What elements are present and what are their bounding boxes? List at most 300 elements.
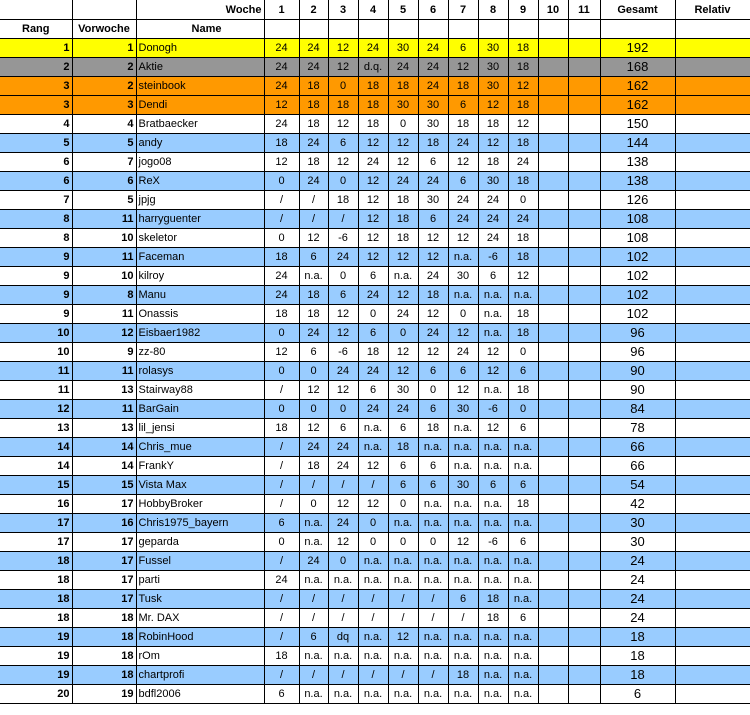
week-5-cell: 18 bbox=[388, 191, 418, 210]
week-3-cell: 12 bbox=[328, 381, 358, 400]
vorwoche-cell: 7 bbox=[72, 153, 136, 172]
week-4-cell: 24 bbox=[358, 286, 388, 305]
week-5-cell: 24 bbox=[388, 172, 418, 191]
relativ-cell bbox=[675, 343, 750, 362]
week-10-cell bbox=[538, 609, 568, 628]
header-blank bbox=[538, 20, 568, 39]
week-3-cell: 6 bbox=[328, 286, 358, 305]
week-6-cell: 12 bbox=[418, 343, 448, 362]
gesamt-cell: 24 bbox=[600, 609, 675, 628]
week-4-cell: / bbox=[358, 609, 388, 628]
name-cell: Faceman bbox=[136, 248, 264, 267]
vorwoche-cell: 13 bbox=[72, 419, 136, 438]
week-7-cell: 24 bbox=[448, 210, 478, 229]
week-10-cell bbox=[538, 115, 568, 134]
week-4-cell: / bbox=[358, 476, 388, 495]
week-1-cell: 0 bbox=[264, 324, 299, 343]
name-cell: rOm bbox=[136, 647, 264, 666]
week-1-cell: / bbox=[264, 381, 299, 400]
relativ-cell bbox=[675, 172, 750, 191]
week-5-cell: 6 bbox=[388, 419, 418, 438]
week-6-cell: 24 bbox=[418, 324, 448, 343]
week-4-cell: n.a. bbox=[358, 647, 388, 666]
week-4-cell: n.a. bbox=[358, 628, 388, 647]
table-row bbox=[0, 514, 750, 533]
week-8-cell: n.a. bbox=[478, 571, 508, 590]
week-1-cell: 24 bbox=[264, 115, 299, 134]
week-1-cell: / bbox=[264, 552, 299, 571]
week-7-cell: 24 bbox=[448, 191, 478, 210]
vorwoche-cell: 8 bbox=[72, 286, 136, 305]
gesamt-cell: 24 bbox=[600, 590, 675, 609]
vorwoche-cell: 18 bbox=[72, 628, 136, 647]
week-2-cell: / bbox=[299, 590, 328, 609]
week-2-cell: 24 bbox=[299, 39, 328, 58]
name-cell: jogo08 bbox=[136, 153, 264, 172]
week-3-cell: / bbox=[328, 210, 358, 229]
week-9-cell: n.a. bbox=[508, 457, 538, 476]
week-5-cell: 12 bbox=[388, 286, 418, 305]
week-7-cell: 12 bbox=[448, 153, 478, 172]
week-1-cell: / bbox=[264, 495, 299, 514]
week-6-cell: n.a. bbox=[418, 514, 448, 533]
week-7-cell: n.a. bbox=[448, 514, 478, 533]
week-8-cell: 24 bbox=[478, 191, 508, 210]
week-11-cell bbox=[568, 286, 600, 305]
week-9-cell: n.a. bbox=[508, 571, 538, 590]
header-blank bbox=[328, 20, 358, 39]
week-6-cell: / bbox=[418, 590, 448, 609]
week-10-cell bbox=[538, 210, 568, 229]
week-11-cell bbox=[568, 115, 600, 134]
week-8-cell: n.a. bbox=[478, 552, 508, 571]
gesamt-cell: 90 bbox=[600, 362, 675, 381]
week-9-cell: n.a. bbox=[508, 514, 538, 533]
week-4-cell: 24 bbox=[358, 400, 388, 419]
vorwoche-cell: 5 bbox=[72, 191, 136, 210]
name-cell: Manu bbox=[136, 286, 264, 305]
week-7-cell: 12 bbox=[448, 229, 478, 248]
week-4-cell: 18 bbox=[358, 115, 388, 134]
week-1-cell: / bbox=[264, 628, 299, 647]
week-10-cell bbox=[538, 590, 568, 609]
week-1-cell: 12 bbox=[264, 343, 299, 362]
week-1-cell: 12 bbox=[264, 153, 299, 172]
gesamt-cell: 6 bbox=[600, 685, 675, 704]
week-8-cell: 6 bbox=[478, 476, 508, 495]
gesamt-cell: 192 bbox=[600, 39, 675, 58]
week-7-cell: n.a. bbox=[448, 685, 478, 704]
week-1-cell: / bbox=[264, 476, 299, 495]
name-cell: Chris_mue bbox=[136, 438, 264, 457]
header-blank bbox=[418, 20, 448, 39]
week-7-cell: n.a. bbox=[448, 628, 478, 647]
rang-cell: 3 bbox=[0, 77, 72, 96]
week-2-cell: / bbox=[299, 191, 328, 210]
rang-cell: 9 bbox=[0, 248, 72, 267]
week-7-cell: / bbox=[448, 609, 478, 628]
table-row bbox=[0, 153, 750, 172]
week-6-cell: 18 bbox=[418, 286, 448, 305]
relativ-cell bbox=[675, 476, 750, 495]
vorwoche-cell: 5 bbox=[72, 134, 136, 153]
header-week-4: 4 bbox=[358, 0, 388, 20]
table-row bbox=[0, 324, 750, 343]
table-row bbox=[0, 210, 750, 229]
table-row bbox=[0, 381, 750, 400]
relativ-cell bbox=[675, 666, 750, 685]
week-3-cell: -6 bbox=[328, 343, 358, 362]
header-week-5: 5 bbox=[388, 0, 418, 20]
week-6-cell: 12 bbox=[418, 229, 448, 248]
week-5-cell: 0 bbox=[388, 533, 418, 552]
week-10-cell bbox=[538, 457, 568, 476]
week-8-cell: -6 bbox=[478, 400, 508, 419]
week-9-cell: 0 bbox=[508, 400, 538, 419]
week-4-cell: 12 bbox=[358, 248, 388, 267]
week-11-cell bbox=[568, 533, 600, 552]
week-7-cell: n.a. bbox=[448, 286, 478, 305]
week-9-cell: 18 bbox=[508, 248, 538, 267]
week-3-cell: 12 bbox=[328, 533, 358, 552]
week-7-cell: 6 bbox=[448, 362, 478, 381]
week-6-cell: 24 bbox=[418, 39, 448, 58]
table-row bbox=[0, 39, 750, 58]
week-4-cell: n.a. bbox=[358, 438, 388, 457]
header-blank bbox=[675, 20, 750, 39]
week-1-cell: 18 bbox=[264, 134, 299, 153]
header-blank bbox=[388, 20, 418, 39]
header-blank bbox=[448, 20, 478, 39]
week-10-cell bbox=[538, 419, 568, 438]
rang-cell: 8 bbox=[0, 229, 72, 248]
week-7-cell: 24 bbox=[448, 343, 478, 362]
table-row bbox=[0, 400, 750, 419]
rang-cell: 6 bbox=[0, 153, 72, 172]
header-relativ: Relativ bbox=[675, 0, 750, 20]
week-11-cell bbox=[568, 305, 600, 324]
week-8-cell: 6 bbox=[478, 267, 508, 286]
week-3-cell: 12 bbox=[328, 305, 358, 324]
week-5-cell: n.a. bbox=[388, 267, 418, 286]
week-7-cell: n.a. bbox=[448, 419, 478, 438]
rang-cell: 19 bbox=[0, 647, 72, 666]
table-row bbox=[0, 666, 750, 685]
gesamt-cell: 96 bbox=[600, 343, 675, 362]
week-9-cell: 18 bbox=[508, 229, 538, 248]
week-11-cell bbox=[568, 248, 600, 267]
week-2-cell: 24 bbox=[299, 58, 328, 77]
week-6-cell: n.a. bbox=[418, 628, 448, 647]
header-week-1: 1 bbox=[264, 0, 299, 20]
week-9-cell: n.a. bbox=[508, 552, 538, 571]
week-10-cell bbox=[538, 362, 568, 381]
week-11-cell bbox=[568, 628, 600, 647]
rang-cell: 10 bbox=[0, 324, 72, 343]
header-rang: Rang bbox=[0, 20, 72, 39]
week-10-cell bbox=[538, 172, 568, 191]
week-11-cell bbox=[568, 267, 600, 286]
week-9-cell: n.a. bbox=[508, 666, 538, 685]
week-4-cell: 18 bbox=[358, 96, 388, 115]
week-9-cell: 6 bbox=[508, 419, 538, 438]
header-blank bbox=[264, 20, 299, 39]
week-3-cell: n.a. bbox=[328, 685, 358, 704]
week-11-cell bbox=[568, 419, 600, 438]
week-8-cell: n.a. bbox=[478, 324, 508, 343]
week-10-cell bbox=[538, 400, 568, 419]
week-8-cell: 24 bbox=[478, 210, 508, 229]
week-2-cell: 0 bbox=[299, 400, 328, 419]
week-6-cell: / bbox=[418, 609, 448, 628]
table-row bbox=[0, 248, 750, 267]
header-gesamt: Gesamt bbox=[600, 0, 675, 20]
week-4-cell: 24 bbox=[358, 153, 388, 172]
week-10-cell bbox=[538, 666, 568, 685]
vorwoche-cell: 6 bbox=[72, 172, 136, 191]
relativ-cell bbox=[675, 39, 750, 58]
week-9-cell: 18 bbox=[508, 381, 538, 400]
gesamt-cell: 138 bbox=[600, 153, 675, 172]
week-8-cell: 18 bbox=[478, 115, 508, 134]
week-6-cell: 6 bbox=[418, 153, 448, 172]
week-5-cell: 6 bbox=[388, 457, 418, 476]
header-blank bbox=[508, 20, 538, 39]
week-8-cell: n.a. bbox=[478, 286, 508, 305]
name-cell: Onassis bbox=[136, 305, 264, 324]
week-6-cell: n.a. bbox=[418, 438, 448, 457]
week-7-cell: 12 bbox=[448, 381, 478, 400]
week-3-cell: 0 bbox=[328, 552, 358, 571]
week-9-cell: 6 bbox=[508, 609, 538, 628]
week-2-cell: 24 bbox=[299, 324, 328, 343]
name-cell: bdfl2006 bbox=[136, 685, 264, 704]
week-7-cell: 6 bbox=[448, 39, 478, 58]
week-2-cell: 0 bbox=[299, 495, 328, 514]
relativ-cell bbox=[675, 134, 750, 153]
header-row-1 bbox=[0, 0, 750, 20]
vorwoche-cell: 13 bbox=[72, 381, 136, 400]
week-8-cell: n.a. bbox=[478, 305, 508, 324]
table-row bbox=[0, 533, 750, 552]
week-11-cell bbox=[568, 229, 600, 248]
week-2-cell: 18 bbox=[299, 305, 328, 324]
week-9-cell: 18 bbox=[508, 172, 538, 191]
week-7-cell: 24 bbox=[448, 134, 478, 153]
week-9-cell: n.a. bbox=[508, 685, 538, 704]
week-7-cell: 18 bbox=[448, 666, 478, 685]
week-6-cell: 24 bbox=[418, 267, 448, 286]
name-cell: Chris1975_bayern bbox=[136, 514, 264, 533]
week-2-cell: n.a. bbox=[299, 685, 328, 704]
rang-cell: 5 bbox=[0, 134, 72, 153]
week-5-cell: n.a. bbox=[388, 552, 418, 571]
week-10-cell bbox=[538, 685, 568, 704]
week-11-cell bbox=[568, 324, 600, 343]
week-2-cell: / bbox=[299, 476, 328, 495]
week-10-cell bbox=[538, 58, 568, 77]
relativ-cell bbox=[675, 286, 750, 305]
week-7-cell: 6 bbox=[448, 96, 478, 115]
week-2-cell: 24 bbox=[299, 552, 328, 571]
relativ-cell bbox=[675, 362, 750, 381]
week-9-cell: n.a. bbox=[508, 647, 538, 666]
rang-cell: 7 bbox=[0, 191, 72, 210]
week-4-cell: n.a. bbox=[358, 552, 388, 571]
week-1-cell: / bbox=[264, 609, 299, 628]
rang-cell: 19 bbox=[0, 666, 72, 685]
vorwoche-cell: 1 bbox=[72, 39, 136, 58]
week-3-cell: 24 bbox=[328, 438, 358, 457]
vorwoche-cell: 19 bbox=[72, 685, 136, 704]
week-2-cell: n.a. bbox=[299, 571, 328, 590]
rang-cell: 19 bbox=[0, 628, 72, 647]
week-1-cell: 0 bbox=[264, 362, 299, 381]
vorwoche-cell: 17 bbox=[72, 590, 136, 609]
vorwoche-cell: 12 bbox=[72, 324, 136, 343]
week-3-cell: 0 bbox=[328, 400, 358, 419]
gesamt-cell: 18 bbox=[600, 666, 675, 685]
week-4-cell: n.a. bbox=[358, 685, 388, 704]
week-4-cell: 24 bbox=[358, 39, 388, 58]
name-cell: zz-80 bbox=[136, 343, 264, 362]
week-1-cell: 6 bbox=[264, 514, 299, 533]
vorwoche-cell: 17 bbox=[72, 495, 136, 514]
week-11-cell bbox=[568, 153, 600, 172]
week-6-cell: n.a. bbox=[418, 647, 448, 666]
week-1-cell: 24 bbox=[264, 571, 299, 590]
week-8-cell: 30 bbox=[478, 77, 508, 96]
week-7-cell: n.a. bbox=[448, 552, 478, 571]
gesamt-cell: 78 bbox=[600, 419, 675, 438]
vorwoche-cell: 18 bbox=[72, 666, 136, 685]
week-8-cell: n.a. bbox=[478, 628, 508, 647]
name-cell: Bratbaecker bbox=[136, 115, 264, 134]
header-blank bbox=[568, 20, 600, 39]
name-cell: geparda bbox=[136, 533, 264, 552]
relativ-cell bbox=[675, 647, 750, 666]
week-5-cell: 30 bbox=[388, 39, 418, 58]
name-cell: kilroy bbox=[136, 267, 264, 286]
week-4-cell: 12 bbox=[358, 172, 388, 191]
week-2-cell: n.a. bbox=[299, 514, 328, 533]
table-row bbox=[0, 419, 750, 438]
header-week-3: 3 bbox=[328, 0, 358, 20]
relativ-cell bbox=[675, 115, 750, 134]
week-11-cell bbox=[568, 685, 600, 704]
header-vorwoche: Vorwoche bbox=[72, 20, 136, 39]
week-3-cell: n.a. bbox=[328, 571, 358, 590]
week-1-cell: 12 bbox=[264, 96, 299, 115]
week-6-cell: 24 bbox=[418, 172, 448, 191]
relativ-cell bbox=[675, 191, 750, 210]
week-10-cell bbox=[538, 514, 568, 533]
week-9-cell: 18 bbox=[508, 96, 538, 115]
relativ-cell bbox=[675, 590, 750, 609]
week-11-cell bbox=[568, 514, 600, 533]
week-9-cell: 24 bbox=[508, 210, 538, 229]
week-7-cell: n.a. bbox=[448, 457, 478, 476]
header-blank bbox=[299, 20, 328, 39]
week-6-cell: 24 bbox=[418, 58, 448, 77]
vorwoche-cell: 4 bbox=[72, 115, 136, 134]
week-2-cell: / bbox=[299, 210, 328, 229]
week-2-cell: 6 bbox=[299, 248, 328, 267]
gesamt-cell: 54 bbox=[600, 476, 675, 495]
vorwoche-cell: 10 bbox=[72, 267, 136, 286]
week-2-cell: n.a. bbox=[299, 533, 328, 552]
rang-cell: 8 bbox=[0, 210, 72, 229]
week-7-cell: 12 bbox=[448, 533, 478, 552]
rang-cell: 15 bbox=[0, 476, 72, 495]
week-4-cell: d.q. bbox=[358, 58, 388, 77]
week-10-cell bbox=[538, 96, 568, 115]
week-9-cell: 18 bbox=[508, 58, 538, 77]
week-2-cell: / bbox=[299, 666, 328, 685]
week-1-cell: 0 bbox=[264, 229, 299, 248]
week-8-cell: n.a. bbox=[478, 666, 508, 685]
week-11-cell bbox=[568, 666, 600, 685]
week-5-cell: 24 bbox=[388, 400, 418, 419]
week-4-cell: 12 bbox=[358, 495, 388, 514]
header-name: Name bbox=[136, 20, 264, 39]
vorwoche-cell: 15 bbox=[72, 476, 136, 495]
week-10-cell bbox=[538, 495, 568, 514]
vorwoche-cell: 17 bbox=[72, 571, 136, 590]
week-5-cell: 24 bbox=[388, 305, 418, 324]
vorwoche-cell: 10 bbox=[72, 229, 136, 248]
table-row bbox=[0, 191, 750, 210]
week-10-cell bbox=[538, 305, 568, 324]
week-11-cell bbox=[568, 191, 600, 210]
week-11-cell bbox=[568, 476, 600, 495]
relativ-cell bbox=[675, 58, 750, 77]
week-8-cell: 18 bbox=[478, 590, 508, 609]
week-6-cell: 30 bbox=[418, 115, 448, 134]
gesamt-cell: 66 bbox=[600, 438, 675, 457]
week-3-cell: 18 bbox=[328, 191, 358, 210]
week-1-cell: / bbox=[264, 457, 299, 476]
week-2-cell: 18 bbox=[299, 96, 328, 115]
rang-cell: 4 bbox=[0, 115, 72, 134]
table-row bbox=[0, 571, 750, 590]
vorwoche-cell: 17 bbox=[72, 533, 136, 552]
name-cell: Dendi bbox=[136, 96, 264, 115]
week-8-cell: 12 bbox=[478, 343, 508, 362]
week-4-cell: 6 bbox=[358, 381, 388, 400]
relativ-cell bbox=[675, 381, 750, 400]
week-10-cell bbox=[538, 39, 568, 58]
week-9-cell: 6 bbox=[508, 476, 538, 495]
week-5-cell: / bbox=[388, 609, 418, 628]
rang-cell: 18 bbox=[0, 571, 72, 590]
gesamt-cell: 42 bbox=[600, 495, 675, 514]
week-1-cell: / bbox=[264, 210, 299, 229]
week-9-cell: 18 bbox=[508, 305, 538, 324]
week-2-cell: 24 bbox=[299, 172, 328, 191]
week-5-cell: 6 bbox=[388, 476, 418, 495]
table-row bbox=[0, 77, 750, 96]
week-11-cell bbox=[568, 39, 600, 58]
week-4-cell: 0 bbox=[358, 305, 388, 324]
week-4-cell: 6 bbox=[358, 267, 388, 286]
rang-cell: 13 bbox=[0, 419, 72, 438]
week-3-cell: 18 bbox=[328, 96, 358, 115]
week-8-cell: 12 bbox=[478, 419, 508, 438]
header-week-6: 6 bbox=[418, 0, 448, 20]
week-6-cell: / bbox=[418, 666, 448, 685]
name-cell: Mr. DAX bbox=[136, 609, 264, 628]
